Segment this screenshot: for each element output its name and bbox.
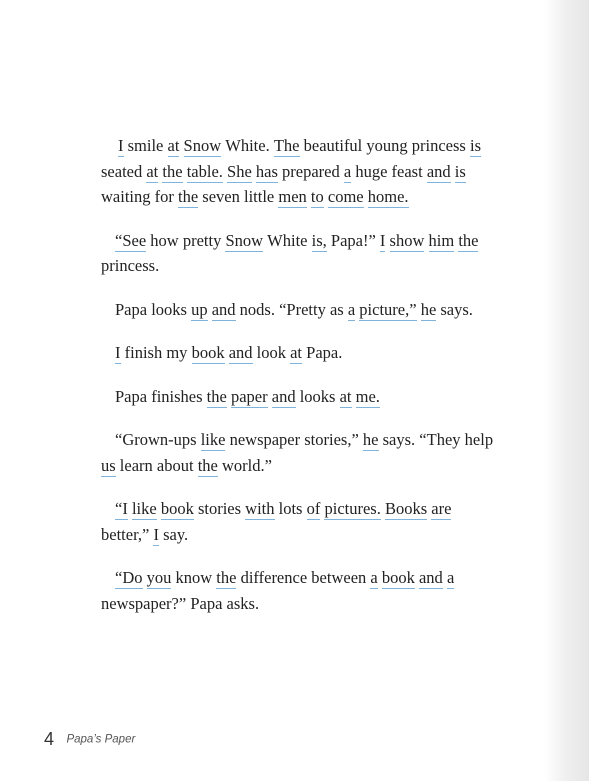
word: looks bbox=[151, 299, 187, 319]
word: prepared bbox=[282, 161, 340, 181]
word: know bbox=[175, 568, 213, 587]
story-paragraph bbox=[101, 384, 501, 410]
highlighted-word[interactable]: the bbox=[206, 386, 227, 406]
word: looks bbox=[299, 386, 336, 406]
highlighted-word[interactable]: the bbox=[216, 568, 237, 587]
word: seated bbox=[101, 161, 143, 181]
word: for bbox=[154, 187, 174, 206]
highlighted-word[interactable]: the bbox=[162, 161, 183, 181]
highlighted-word[interactable]: “Do bbox=[115, 568, 143, 587]
highlighted-word[interactable]: “I bbox=[115, 499, 128, 518]
story-paragraph bbox=[101, 427, 501, 478]
word: learn bbox=[119, 455, 153, 475]
word: little bbox=[244, 187, 275, 206]
story-paragraph bbox=[101, 565, 501, 616]
highlighted-word[interactable]: a bbox=[343, 161, 352, 181]
word: lots bbox=[278, 499, 303, 518]
word: between bbox=[311, 568, 367, 587]
word: feast bbox=[391, 161, 423, 181]
highlighted-word[interactable]: me. bbox=[355, 386, 380, 406]
highlighted-word[interactable]: come bbox=[327, 187, 364, 206]
word: beautiful bbox=[303, 136, 363, 155]
word: “They bbox=[419, 430, 461, 449]
highlighted-word[interactable]: and bbox=[426, 161, 451, 181]
word: Papa bbox=[115, 299, 148, 319]
highlighted-word[interactable]: The bbox=[273, 136, 300, 155]
word: look bbox=[256, 343, 286, 362]
story-paragraph bbox=[101, 496, 501, 547]
story-paragraph bbox=[101, 133, 501, 210]
highlighted-word[interactable]: you bbox=[146, 568, 172, 587]
highlighted-word[interactable]: he bbox=[420, 299, 437, 319]
highlighted-word[interactable]: to bbox=[310, 187, 324, 206]
page-edge-shadow bbox=[545, 0, 589, 781]
word: “Pretty bbox=[279, 299, 326, 319]
highlighted-word[interactable]: men bbox=[278, 187, 307, 206]
highlighted-word[interactable]: the bbox=[197, 455, 218, 475]
highlighted-word[interactable]: She bbox=[227, 161, 252, 181]
word: asks. bbox=[226, 593, 260, 613]
word: help bbox=[464, 430, 494, 449]
highlighted-word[interactable]: Books bbox=[384, 499, 428, 518]
word: huge bbox=[355, 161, 388, 181]
word: says. bbox=[440, 299, 473, 319]
word: difference bbox=[240, 568, 308, 587]
highlighted-word[interactable]: at bbox=[146, 161, 159, 181]
book-title: Papa’s Paper bbox=[66, 733, 136, 746]
highlighted-word[interactable]: a bbox=[370, 568, 378, 587]
highlighted-word[interactable]: us bbox=[101, 455, 116, 475]
highlighted-word[interactable]: the bbox=[458, 230, 479, 250]
highlighted-word[interactable]: I bbox=[153, 524, 159, 544]
story-text bbox=[101, 133, 501, 634]
highlighted-word[interactable]: picture,” bbox=[359, 299, 417, 319]
word: pretty bbox=[182, 230, 222, 250]
word: as bbox=[329, 299, 344, 319]
highlighted-word[interactable]: Snow bbox=[183, 136, 222, 155]
word: Papa bbox=[115, 386, 148, 406]
highlighted-word[interactable]: at bbox=[167, 136, 180, 155]
highlighted-word[interactable]: at bbox=[290, 343, 303, 362]
highlighted-word[interactable]: a bbox=[446, 568, 455, 587]
highlighted-word[interactable]: I bbox=[118, 136, 124, 155]
word: Papa bbox=[190, 593, 223, 613]
highlighted-word[interactable]: home. bbox=[367, 187, 409, 206]
story-paragraph bbox=[101, 297, 501, 323]
word: nods. bbox=[239, 299, 275, 319]
word: princess. bbox=[101, 256, 160, 275]
highlighted-word[interactable]: up bbox=[191, 299, 208, 319]
page-number: 4 bbox=[44, 729, 55, 749]
word: smile bbox=[127, 136, 164, 155]
word: “Grown-ups bbox=[115, 430, 197, 449]
word: stories bbox=[197, 499, 242, 518]
word: princess bbox=[411, 136, 466, 155]
highlighted-word[interactable]: has bbox=[255, 161, 278, 181]
word: White. bbox=[225, 136, 270, 155]
highlighted-word[interactable]: pictures. bbox=[324, 499, 381, 518]
highlighted-word[interactable]: “See bbox=[115, 230, 147, 250]
highlighted-word[interactable]: is, bbox=[311, 230, 327, 250]
word: young bbox=[366, 136, 408, 155]
highlighted-word[interactable]: show bbox=[389, 230, 425, 250]
word: newspaper bbox=[229, 430, 301, 449]
highlighted-word[interactable]: book bbox=[381, 568, 415, 587]
highlighted-word[interactable]: are bbox=[431, 499, 452, 518]
highlighted-word[interactable]: and bbox=[211, 299, 236, 319]
highlighted-word[interactable]: a bbox=[347, 299, 356, 319]
highlighted-word[interactable]: with bbox=[245, 499, 275, 518]
highlighted-word[interactable]: like bbox=[200, 430, 226, 449]
word: Papa. bbox=[306, 343, 343, 362]
word: finish bbox=[124, 343, 163, 362]
highlighted-word[interactable]: paper bbox=[230, 386, 268, 406]
highlighted-word[interactable]: at bbox=[339, 386, 352, 406]
word: White bbox=[267, 230, 308, 250]
highlighted-word[interactable]: I bbox=[379, 230, 386, 250]
highlighted-word[interactable]: and bbox=[418, 568, 443, 587]
word: stories,” bbox=[304, 430, 359, 449]
word: world.” bbox=[222, 455, 272, 475]
highlighted-word[interactable]: and bbox=[271, 386, 296, 406]
highlighted-word[interactable]: I bbox=[115, 343, 121, 362]
highlighted-word[interactable]: is bbox=[469, 136, 481, 155]
highlighted-word[interactable]: book bbox=[191, 343, 225, 362]
story-paragraph bbox=[101, 228, 501, 279]
word: Papa!” bbox=[330, 230, 376, 250]
highlighted-word[interactable]: him bbox=[428, 230, 455, 250]
highlighted-word[interactable]: and bbox=[228, 343, 253, 362]
highlighted-word[interactable]: he bbox=[362, 430, 379, 449]
word: how bbox=[150, 230, 179, 250]
word: finishes bbox=[151, 386, 203, 406]
word: my bbox=[166, 343, 188, 362]
highlighted-word[interactable]: book bbox=[160, 499, 194, 518]
word: newspaper?” bbox=[101, 593, 187, 613]
highlighted-word[interactable]: table. bbox=[186, 161, 223, 181]
word: better,” bbox=[101, 524, 150, 544]
word: say. bbox=[163, 524, 189, 544]
highlighted-word[interactable]: is bbox=[454, 161, 466, 181]
word: says. bbox=[382, 430, 416, 449]
word: waiting bbox=[101, 187, 151, 206]
highlighted-word[interactable]: Snow bbox=[225, 230, 264, 250]
highlighted-word[interactable]: the bbox=[178, 187, 199, 206]
story-paragraph bbox=[101, 340, 501, 366]
highlighted-word[interactable]: of bbox=[306, 499, 321, 518]
word: seven bbox=[202, 187, 240, 206]
word: about bbox=[156, 455, 194, 475]
page-footer bbox=[44, 729, 135, 750]
highlighted-word[interactable]: like bbox=[131, 499, 157, 518]
